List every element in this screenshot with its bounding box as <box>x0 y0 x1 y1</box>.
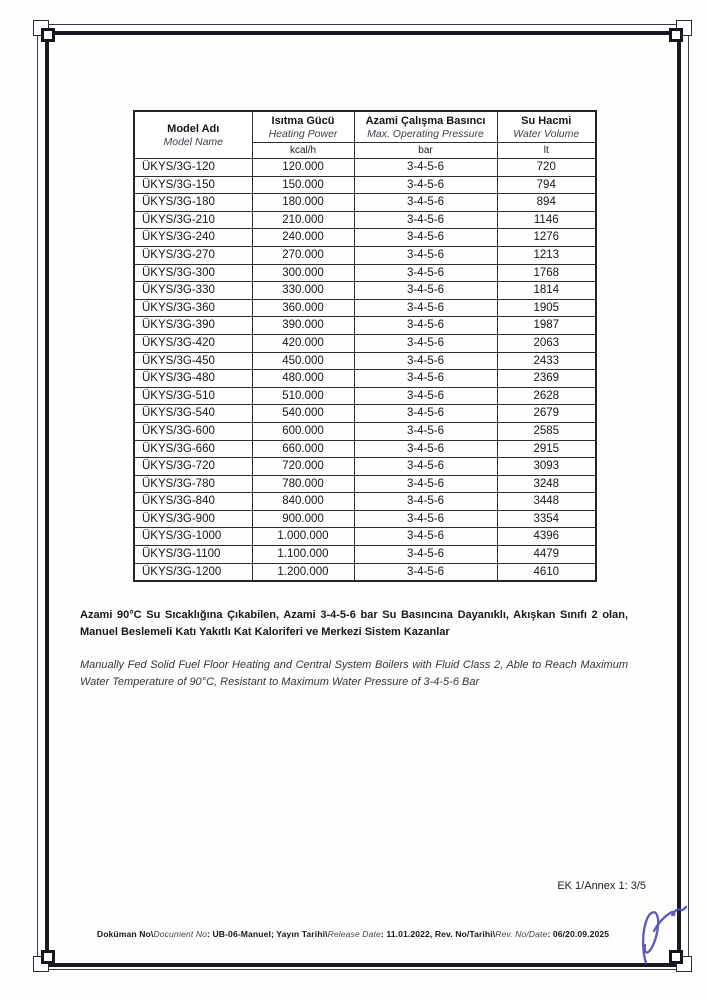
cell-water-volume: 2628 <box>497 387 596 405</box>
cell-heating-power: 150.000 <box>252 176 354 194</box>
cell-model-name: ÜKYS/3G-1200 <box>134 563 252 581</box>
table-row <box>134 510 596 528</box>
cell-model-name: ÜKYS/3G-480 <box>134 370 252 388</box>
column-title: Su Hacmi <box>521 114 572 127</box>
cell-max-pressure: 3-4-5-6 <box>354 194 497 212</box>
cell-water-volume: 2915 <box>497 440 596 458</box>
table-row <box>134 458 596 476</box>
cell-heating-power: 120.000 <box>252 159 354 177</box>
cell-model-name: ÜKYS/3G-450 <box>134 352 252 370</box>
table-row <box>134 352 596 370</box>
column-subtitle: Heating Power <box>268 127 338 140</box>
frame-corner-ornament <box>669 28 683 42</box>
cell-heating-power: 300.000 <box>252 264 354 282</box>
description-english: Manually Fed Solid Fuel Floor Heating and Central System Boilers with Fluid Class 2, Able to Reach Maximum Water Temperature of 90°C, Resistant to Maximum Water Pressure of 3-4-5-6 Bar <box>80 659 628 688</box>
cell-max-pressure: 3-4-5-6 <box>354 510 497 528</box>
table-row <box>134 194 596 212</box>
cell-max-pressure: 3-4-5-6 <box>354 387 497 405</box>
footer-line <box>50 929 656 939</box>
cell-water-volume: 1987 <box>497 317 596 335</box>
cell-heating-power: 270.000 <box>252 246 354 264</box>
table-row <box>134 422 596 440</box>
cell-heating-power: 660.000 <box>252 440 354 458</box>
table-row <box>134 405 596 423</box>
cell-heating-power: 390.000 <box>252 317 354 335</box>
footer-segment: Rev. No/Date <box>495 929 548 939</box>
footer-segment: Document No <box>153 929 208 939</box>
cell-water-volume: 720 <box>497 159 596 177</box>
cell-max-pressure: 3-4-5-6 <box>354 440 497 458</box>
table-row <box>134 528 596 546</box>
cell-heating-power: 240.000 <box>252 229 354 247</box>
cell-max-pressure: 3-4-5-6 <box>354 422 497 440</box>
table-row <box>134 387 596 405</box>
column-header-heating-power <box>252 111 354 143</box>
cell-max-pressure: 3-4-5-6 <box>354 370 497 388</box>
footer-segment: : <box>547 929 553 939</box>
table-row <box>134 546 596 564</box>
cell-max-pressure: 3-4-5-6 <box>354 475 497 493</box>
cell-max-pressure: 3-4-5-6 <box>354 176 497 194</box>
cell-water-volume: 4610 <box>497 563 596 581</box>
table-row <box>134 246 596 264</box>
cell-water-volume: 1146 <box>497 211 596 229</box>
cell-max-pressure: 3-4-5-6 <box>354 299 497 317</box>
cell-water-volume: 1905 <box>497 299 596 317</box>
cell-water-volume: 1768 <box>497 264 596 282</box>
column-header-water-volume <box>497 111 596 143</box>
cell-heating-power: 720.000 <box>252 458 354 476</box>
table-body <box>134 159 596 582</box>
table-row <box>134 299 596 317</box>
description-turkish: Azami 90°C Su Sıcaklığına Çıkabilen, Azami 3-4-5-6 bar Su Basıncına Dayanıklı, Akışkan Sınıfı 2 olan, Manuel Beslemeli Katı Yakıtlı Kat Kaloriferi ve Merkezi Sistem Kazanlar <box>80 609 628 638</box>
column-subtitle: Max. Operating Pressure <box>367 127 484 140</box>
cell-max-pressure: 3-4-5-6 <box>354 229 497 247</box>
cell-heating-power: 1.200.000 <box>252 563 354 581</box>
cell-water-volume: 2369 <box>497 370 596 388</box>
cell-heating-power: 1.000.000 <box>252 528 354 546</box>
footer-segment: : <box>380 929 387 939</box>
cell-model-name: ÜKYS/3G-360 <box>134 299 252 317</box>
cell-model-name: ÜKYS/3G-150 <box>134 176 252 194</box>
cell-water-volume: 3448 <box>497 493 596 511</box>
cell-max-pressure: 3-4-5-6 <box>354 546 497 564</box>
cell-heating-power: 600.000 <box>252 422 354 440</box>
cell-heating-power: 510.000 <box>252 387 354 405</box>
cell-water-volume: 1276 <box>497 229 596 247</box>
footer-segment: UB-06-Manuel; Yayın Tarihi\ <box>212 929 328 939</box>
cell-model-name: ÜKYS/3G-1100 <box>134 546 252 564</box>
cell-model-name: ÜKYS/3G-210 <box>134 211 252 229</box>
cell-model-name: ÜKYS/3G-270 <box>134 246 252 264</box>
cell-heating-power: 1.100.000 <box>252 546 354 564</box>
cell-water-volume: 894 <box>497 194 596 212</box>
table-row <box>134 264 596 282</box>
cell-max-pressure: 3-4-5-6 <box>354 317 497 335</box>
column-title: Azami Çalışma Basıncı <box>365 114 486 127</box>
cell-model-name: ÜKYS/3G-720 <box>134 458 252 476</box>
cell-water-volume: 2433 <box>497 352 596 370</box>
footer-segment: 06/20.09.2025 <box>552 929 610 939</box>
cell-max-pressure: 3-4-5-6 <box>354 211 497 229</box>
cell-model-name: ÜKYS/3G-240 <box>134 229 252 247</box>
boiler-spec-table <box>133 110 597 582</box>
cell-heating-power: 330.000 <box>252 282 354 300</box>
table-header <box>134 111 596 159</box>
cell-water-volume: 4396 <box>497 528 596 546</box>
cell-heating-power: 420.000 <box>252 334 354 352</box>
table-row <box>134 176 596 194</box>
frame-corner-ornament <box>41 950 55 964</box>
cell-water-volume: 794 <box>497 176 596 194</box>
unit-max-pressure: bar <box>354 143 497 159</box>
footer-segment: 11.01.2022, Rev. No/Tarihi\ <box>386 929 496 939</box>
frame-corner-ornament <box>41 28 55 42</box>
cell-heating-power: 840.000 <box>252 493 354 511</box>
cell-heating-power: 360.000 <box>252 299 354 317</box>
cell-max-pressure: 3-4-5-6 <box>354 352 497 370</box>
cell-model-name: ÜKYS/3G-420 <box>134 334 252 352</box>
table-row <box>134 334 596 352</box>
table-row <box>134 475 596 493</box>
footer-segment: Doküman No\ <box>96 929 154 939</box>
cell-max-pressure: 3-4-5-6 <box>354 493 497 511</box>
cell-model-name: ÜKYS/3G-180 <box>134 194 252 212</box>
cell-heating-power: 210.000 <box>252 211 354 229</box>
cell-water-volume: 2679 <box>497 405 596 423</box>
column-subtitle: Water Volume <box>513 127 580 140</box>
cell-model-name: ÜKYS/3G-600 <box>134 422 252 440</box>
unit-heating-power: kcal/h <box>252 143 354 159</box>
cell-heating-power: 540.000 <box>252 405 354 423</box>
table-row <box>134 370 596 388</box>
cell-model-name: ÜKYS/3G-780 <box>134 475 252 493</box>
unit-water-volume: lt <box>497 143 596 159</box>
cell-water-volume: 1213 <box>497 246 596 264</box>
footer-segment: : <box>207 929 213 939</box>
table-row <box>134 211 596 229</box>
cell-heating-power: 780.000 <box>252 475 354 493</box>
column-header-max-pressure <box>354 111 497 143</box>
table-row <box>134 159 596 177</box>
cell-water-volume: 3093 <box>497 458 596 476</box>
cell-model-name: ÜKYS/3G-660 <box>134 440 252 458</box>
table-row <box>134 440 596 458</box>
cell-heating-power: 480.000 <box>252 370 354 388</box>
cell-model-name: ÜKYS/3G-300 <box>134 264 252 282</box>
footer-segment: Release Date <box>327 929 381 939</box>
cell-max-pressure: 3-4-5-6 <box>354 282 497 300</box>
cell-max-pressure: 3-4-5-6 <box>354 563 497 581</box>
cell-model-name: ÜKYS/3G-390 <box>134 317 252 335</box>
cell-model-name: ÜKYS/3G-1000 <box>134 528 252 546</box>
table-row <box>134 563 596 581</box>
cell-model-name: ÜKYS/3G-510 <box>134 387 252 405</box>
cell-model-name: ÜKYS/3G-840 <box>134 493 252 511</box>
cell-max-pressure: 3-4-5-6 <box>354 264 497 282</box>
cell-heating-power: 900.000 <box>252 510 354 528</box>
cell-model-name: ÜKYS/3G-900 <box>134 510 252 528</box>
column-subtitle: Model Name <box>163 135 224 148</box>
table-row <box>134 282 596 300</box>
cell-max-pressure: 3-4-5-6 <box>354 159 497 177</box>
cell-model-name: ÜKYS/3G-540 <box>134 405 252 423</box>
column-header-model <box>134 111 252 159</box>
cell-max-pressure: 3-4-5-6 <box>354 246 497 264</box>
cell-model-name: ÜKYS/3G-330 <box>134 282 252 300</box>
cell-max-pressure: 3-4-5-6 <box>354 405 497 423</box>
cell-water-volume: 3248 <box>497 475 596 493</box>
cell-water-volume: 1814 <box>497 282 596 300</box>
cell-max-pressure: 3-4-5-6 <box>354 334 497 352</box>
cell-water-volume: 3354 <box>497 510 596 528</box>
cell-max-pressure: 3-4-5-6 <box>354 528 497 546</box>
column-title: Isıtma Gücü <box>271 114 335 127</box>
cell-heating-power: 450.000 <box>252 352 354 370</box>
cell-model-name: ÜKYS/3G-120 <box>134 159 252 177</box>
table-row <box>134 317 596 335</box>
annex-page-label: EK 1/Annex 1: 3/5 <box>557 880 646 892</box>
cell-water-volume: 2063 <box>497 334 596 352</box>
cell-water-volume: 2585 <box>497 422 596 440</box>
cell-water-volume: 4479 <box>497 546 596 564</box>
handwritten-signature <box>634 893 688 967</box>
table-row <box>134 493 596 511</box>
table-row <box>134 229 596 247</box>
cell-max-pressure: 3-4-5-6 <box>354 458 497 476</box>
cell-heating-power: 180.000 <box>252 194 354 212</box>
column-title: Model Adı <box>167 122 220 135</box>
